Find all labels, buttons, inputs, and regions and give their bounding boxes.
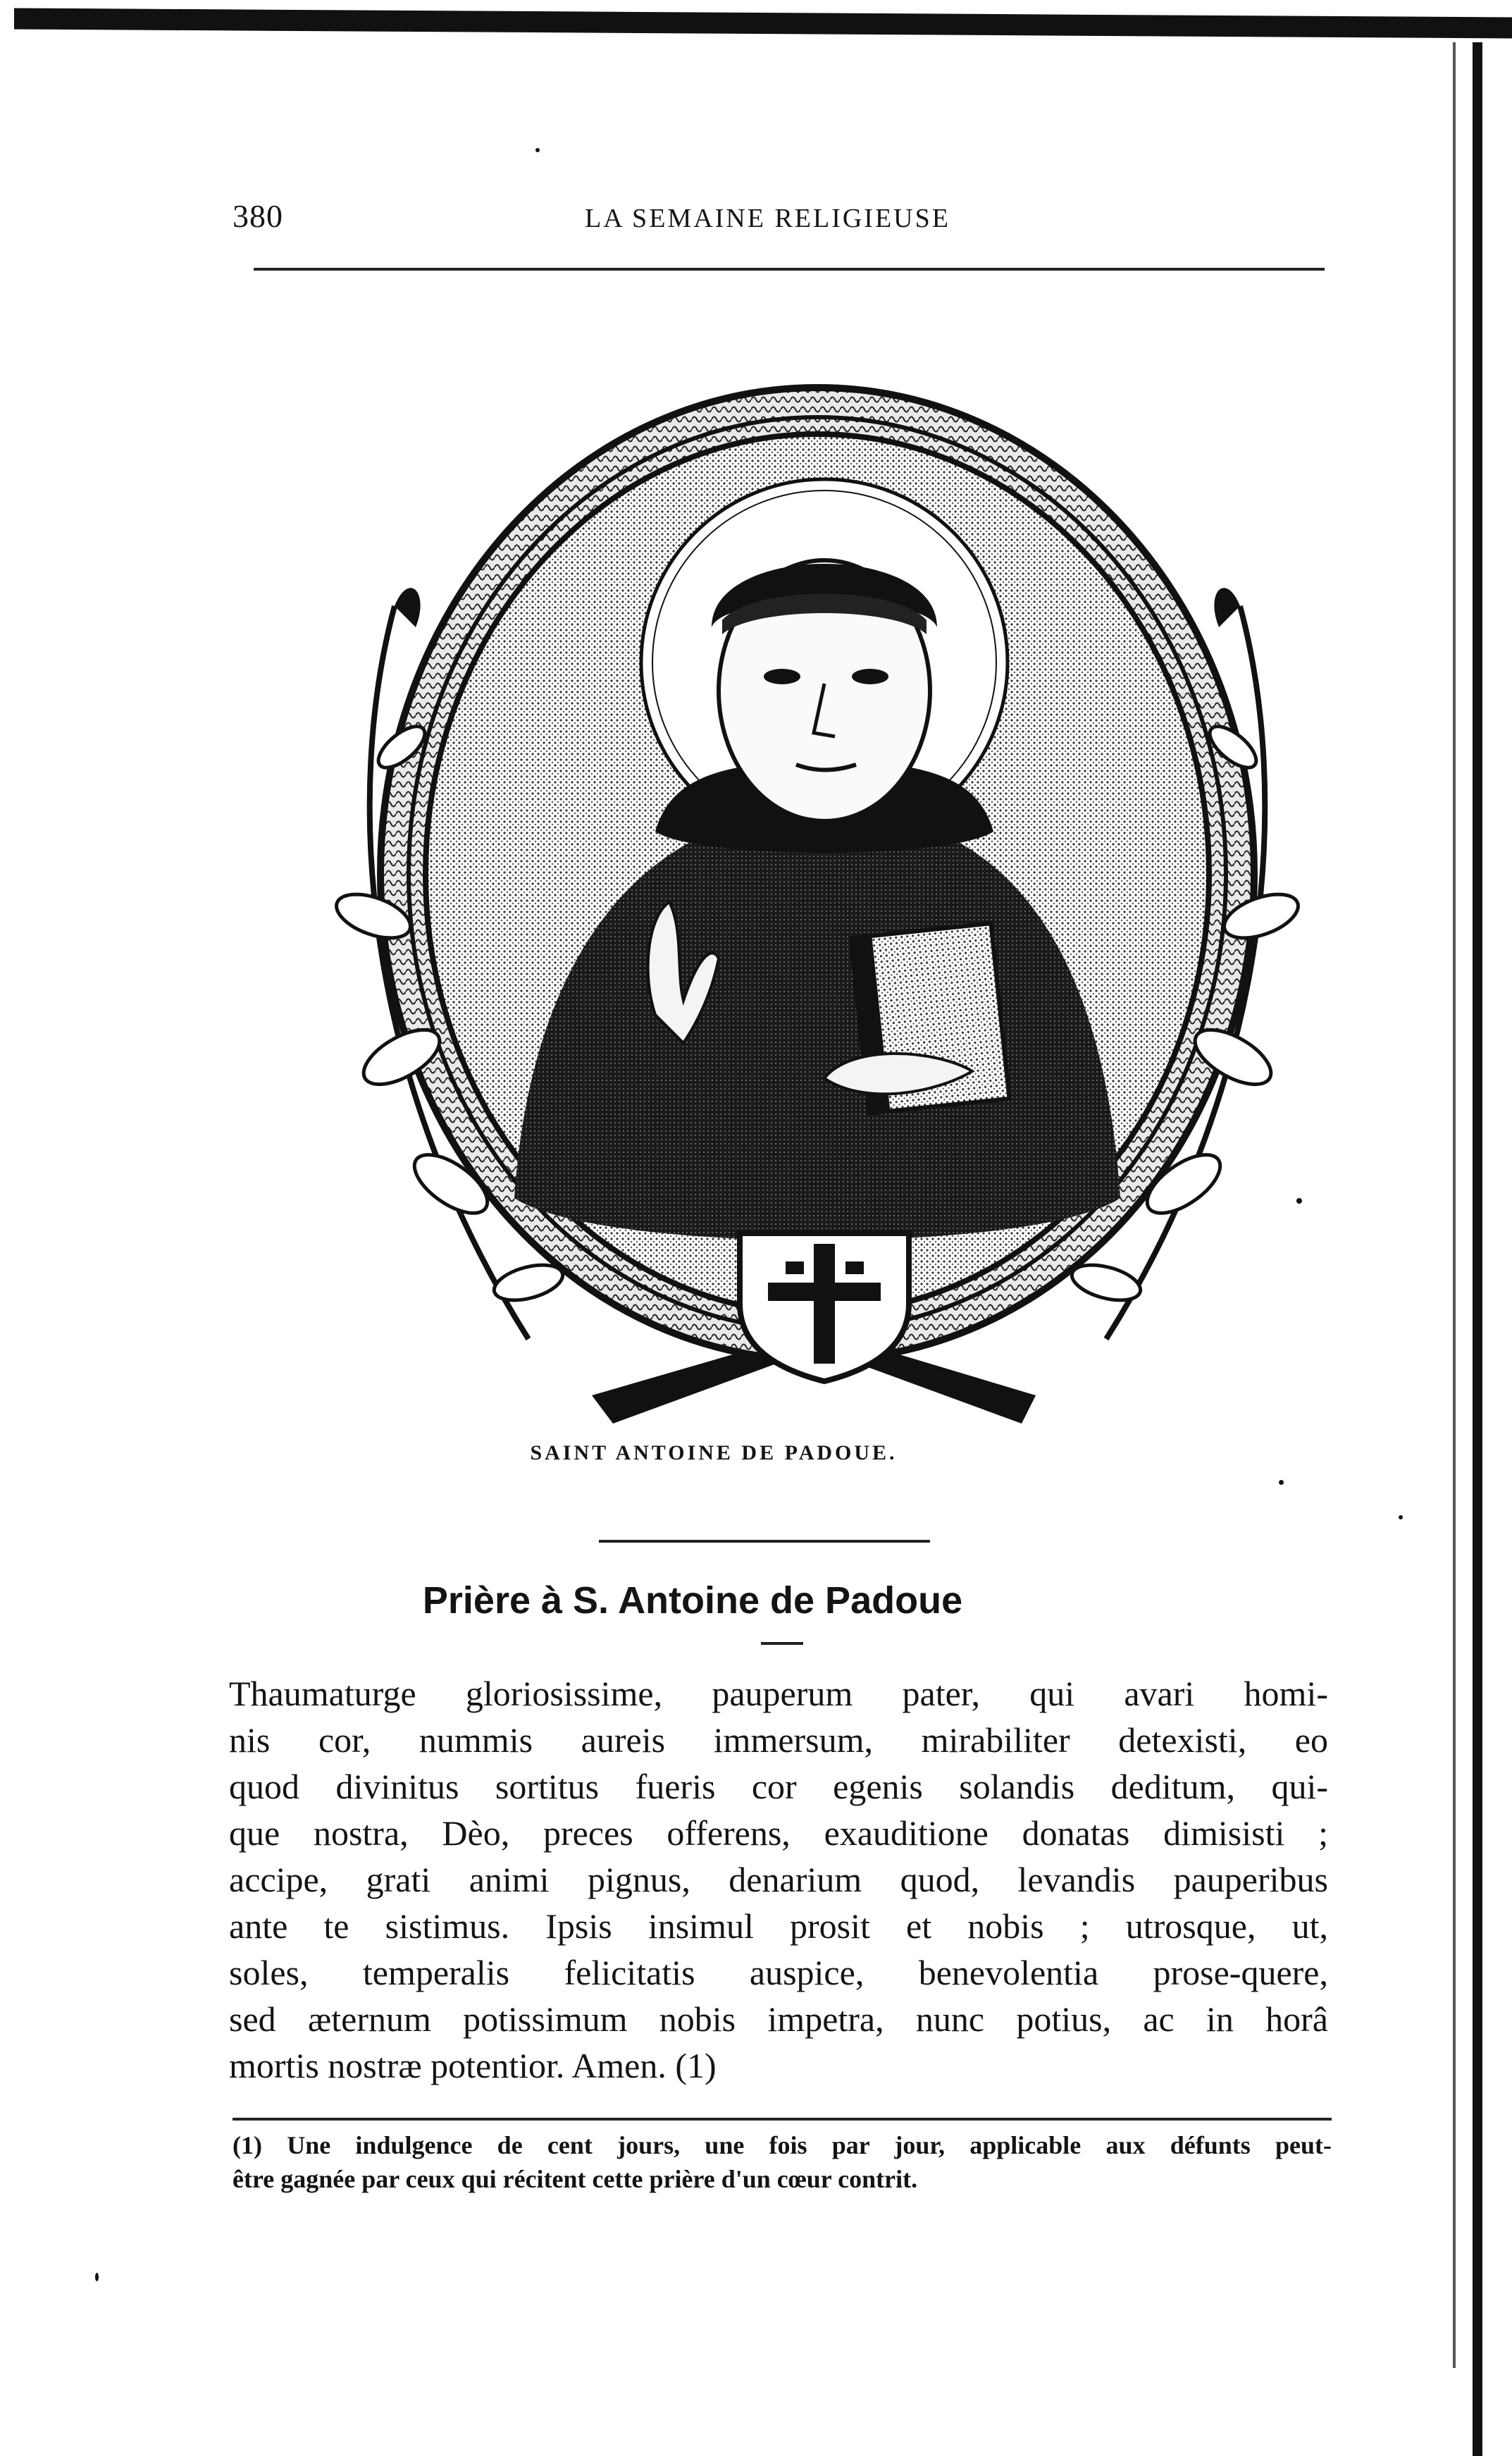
- prayer-line: ante te sistimus. Ipsis insimul prosit et nobis ; utrosque, ut,: [229, 1906, 1328, 1946]
- title-dash: [761, 1642, 803, 1645]
- footnote-rule: [233, 2118, 1332, 2121]
- print-speck: [1399, 1515, 1403, 1519]
- illustration-caption: [0, 1441, 1512, 1465]
- footnote: [233, 2128, 1332, 2196]
- prayer-line-last: mortis nostræ potentior. Amen. (1): [229, 2046, 717, 2085]
- running-title: LA SEMAINE RELIGIEUSE: [585, 204, 950, 233]
- prayer-title-text: Prière à S. Antoine de Padoue: [422, 1579, 963, 1622]
- page-number: 380: [233, 198, 283, 234]
- header-rule: [254, 268, 1325, 271]
- footnote-line: (1) Une indulgence de cent jours, une fois par jour, applicable aux défunts peut-: [233, 2131, 1332, 2159]
- footnote-line: être gagnée par ceux qui récitent cette prière d'un cœur contrit.: [233, 2165, 918, 2193]
- print-speck: [1296, 1198, 1302, 1204]
- prayer-line: accipe, grati animi pignus, denarium quod, levandis pauperibus: [229, 1860, 1328, 1899]
- prayer-line: que nostra, Dѐo, preces offerens, exauditione donatas dimisisti ;: [229, 1813, 1328, 1853]
- saint-portrait-engraving: [317, 296, 1318, 1452]
- separator-rule: [599, 1540, 930, 1543]
- page-fold-line: [1453, 42, 1456, 2368]
- print-speck: [535, 148, 540, 152]
- prayer-line: sed æternum potissimum nobis impetra, nunc potius, ac in horâ: [229, 1999, 1328, 2039]
- caption-text: SAINT ANTOINE DE PADOUE.: [530, 1441, 898, 1464]
- prayer-line: Thaumaturge gloriosissime, pauperum pater, qui avari homi-: [229, 1674, 1328, 1713]
- page-header: [233, 197, 1332, 247]
- page-top-edge: [14, 8, 1512, 39]
- prayer-text: [229, 1670, 1328, 2089]
- prayer-line: nis cor, nummis aureis immersum, mirabiliter detexisti, eo: [229, 1720, 1328, 1760]
- print-speck: [1279, 1480, 1284, 1485]
- prayer-title: [0, 1579, 1512, 1622]
- page-right-edge: [1473, 42, 1482, 2456]
- prayer-line: soles, temperalis felicitatis auspice, benevolentia prose-quere,: [229, 1953, 1328, 1992]
- prayer-line: quod divinitus sortitus fueris cor egenis solandis deditum, qui-: [229, 1767, 1328, 1806]
- print-speck: [95, 2273, 99, 2281]
